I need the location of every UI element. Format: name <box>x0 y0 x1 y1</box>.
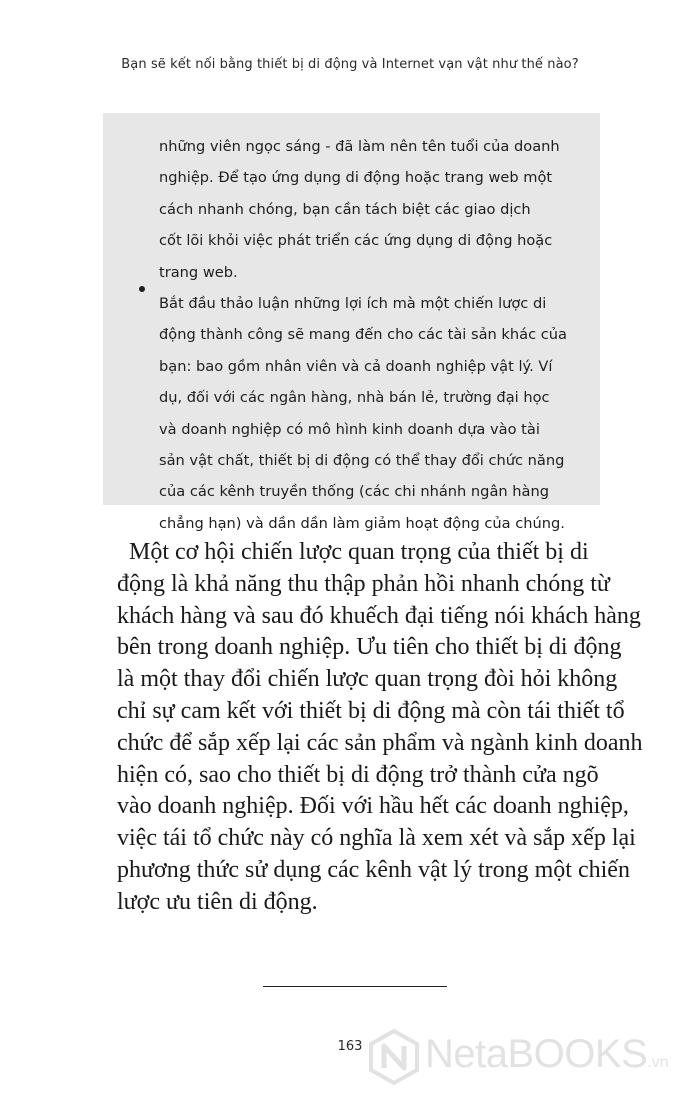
paragraph-line: vào doanh nghiệp. Đối với hầu hết các doanh nghiệp, <box>117 793 629 820</box>
bullet-item-line: bạn: bao gồm nhân viên và cả doanh nghiệp vật lý. Ví <box>159 357 553 375</box>
sidebar-line: trang web. <box>159 263 238 281</box>
bullet-item-line: sản vật chất, thiết bị di động có thể thay đổi chức năng <box>159 452 565 470</box>
paragraph-line: là một thay đổi chiến lược quan trọng đòi hỏi không <box>117 666 618 693</box>
bullet-item-line: động thành công sẽ mang đến cho các tài sản khác của <box>159 326 567 344</box>
paragraph-line: khách hàng và sau đó khuếch đại tiếng nói khách hàng <box>117 602 641 629</box>
bullet-item-line: của các kênh truyền thống (các chi nhánh ngân hàng <box>159 483 549 501</box>
sidebar-text <box>159 131 589 539</box>
paragraph-line: chỉ sự cam kết với thiết bị di động mà còn tái thiết tổ <box>117 697 625 724</box>
paragraph-line: bên trong doanh nghiệp. Ưu tiên cho thiết bị di động <box>117 634 622 661</box>
sidebar-line: những viên ngọc sáng - đã làm nên tên tuổi của doanh <box>159 138 560 155</box>
bullet-item-line: và doanh nghiệp có mô hình kinh doanh dựa vào tài <box>159 420 540 438</box>
running-header: Bạn sẽ kết nối bằng thiết bị di động và Internet vạn vật như thế nào? <box>121 57 579 72</box>
bullet-item-line: dụ, đối với các ngân hàng, nhà bán lẻ, trường đại học <box>159 389 550 407</box>
paragraph-line: việc tái tổ chức này có nghĩa là xem xét và sắp xếp lại <box>117 825 636 852</box>
body-paragraph <box>117 537 643 919</box>
paragraph-line: phương thức sử dụng các kênh vật lý trong một chiến <box>117 856 630 883</box>
watermark <box>367 1028 697 1086</box>
paragraph-line: chức để sắp xếp lại các sản phẩm và ngành kinh doanh <box>117 729 643 756</box>
sidebar-line: cốt lõi khỏi việc phát triển các ứng dụng di động hoặc <box>159 232 553 250</box>
paragraph-line: hiện có, sao cho thiết bị di động trở thành cửa ngõ <box>117 761 599 788</box>
paragraph-line: động là khả năng thu thập phản hồi nhanh chóng từ <box>117 570 610 597</box>
sidebar-line: cách nhanh chóng, bạn cần tách biệt các giao dịch <box>159 200 531 218</box>
watermark-brand: NetaBOOKS <box>425 1032 648 1076</box>
sidebar-line: nghiệp. Để tạo ứng dụng di động hoặc trang web một <box>159 169 553 187</box>
bullet-item-line: Bắt đầu thảo luận những lợi ích mà một chiến lược di <box>159 295 547 313</box>
watermark-suffix: .vn <box>647 1054 669 1071</box>
bullet-item-line: chẳng hạn) và dần dần làm giảm hoạt động của chúng. <box>159 514 565 532</box>
page-number: 163 <box>337 1039 363 1054</box>
paragraph-line: Một cơ hội chiến lược quan trọng của thiết bị di <box>129 539 589 565</box>
bullet-icon <box>139 286 145 292</box>
paragraph-line: lược ưu tiên di động. <box>117 888 318 915</box>
watermark-text <box>425 1032 669 1077</box>
section-divider <box>263 986 447 987</box>
netabooks-logo-icon <box>367 1028 421 1086</box>
